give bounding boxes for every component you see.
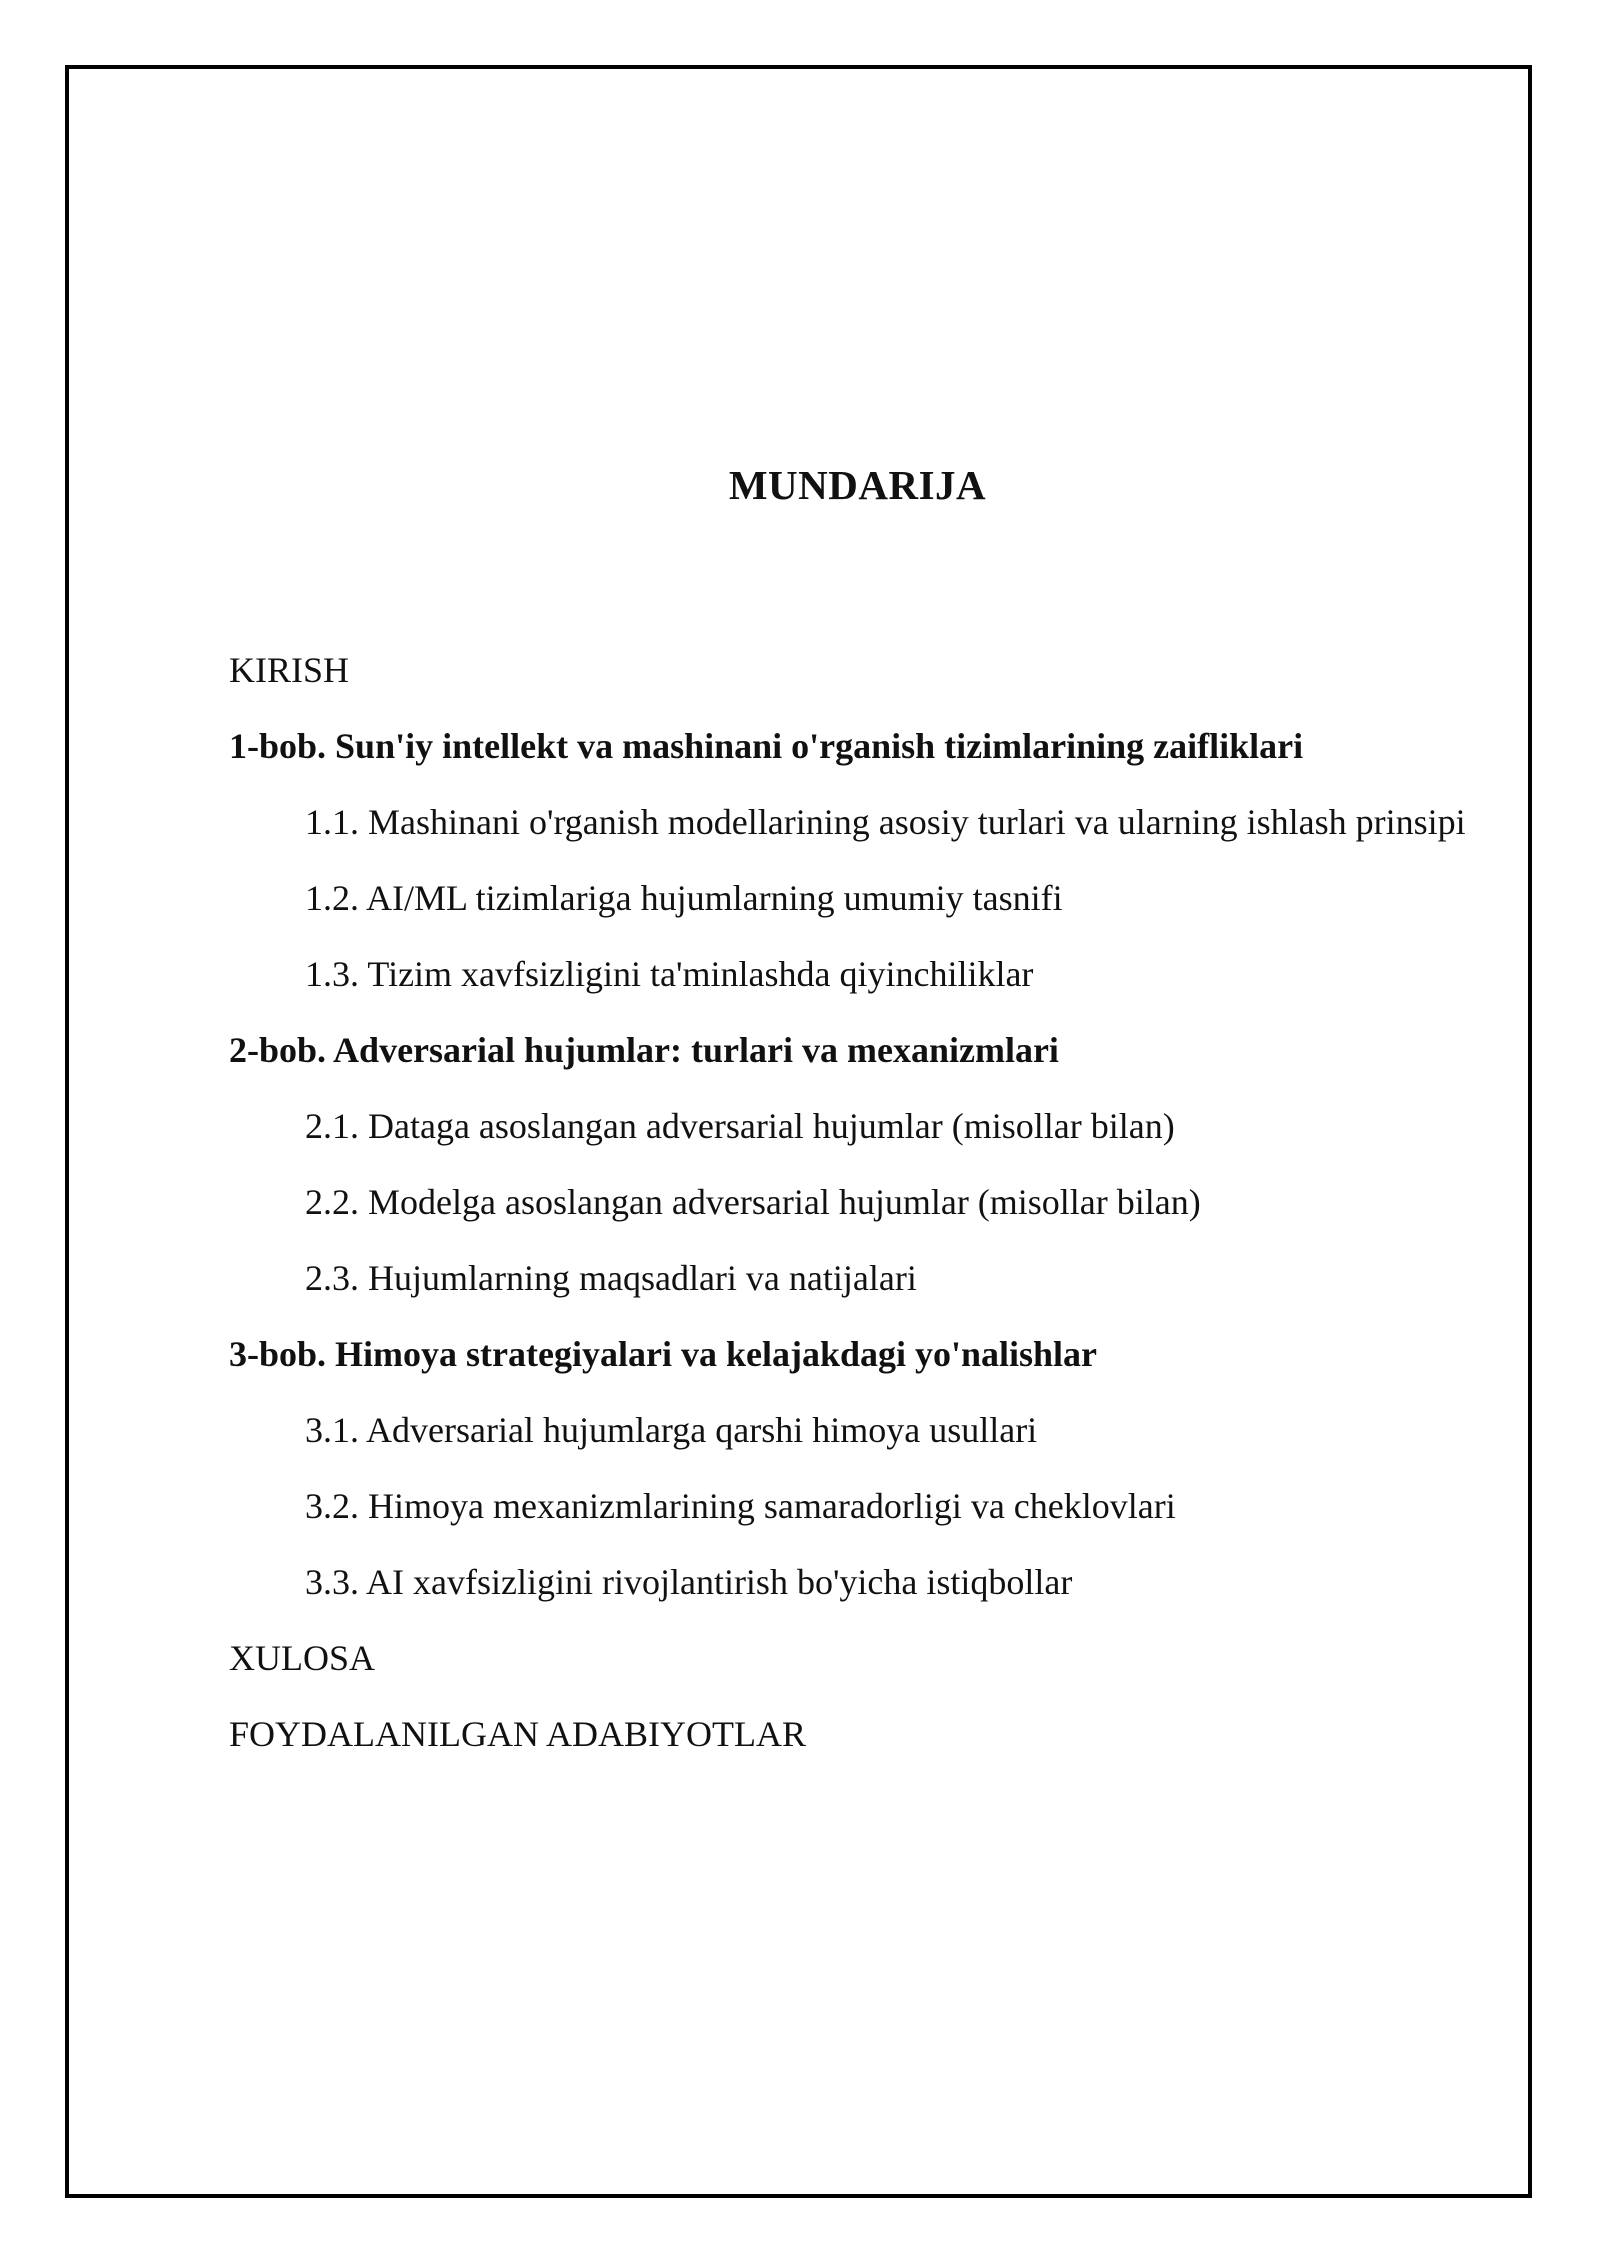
toc-section-3-3[interactable]: 3.3. AI xavfsizligini rivojlantirish bo'yicha istiqbollar bbox=[305, 1562, 1073, 1602]
toc-section-1-3[interactable]: 1.3. Tizim xavfsizligini ta'minlashda qiyinchiliklar bbox=[305, 954, 1034, 994]
toc-entry-conclusion[interactable]: XULOSA bbox=[229, 1638, 376, 1678]
page-title: MUNDARIJA bbox=[728, 462, 987, 508]
toc-section-2-3[interactable]: 2.3. Hujumlarning maqsadlari va natijalari bbox=[305, 1258, 917, 1298]
toc-section-2-2[interactable]: 2.2. Modelga asoslangan adversarial hujumlar (misollar bilan) bbox=[305, 1182, 1201, 1222]
toc-section-3-1[interactable]: 3.1. Adversarial hujumlarga qarshi himoya usullari bbox=[305, 1410, 1038, 1450]
toc-section-3-2[interactable]: 3.2. Himoya mexanizmlarining samaradorligi va cheklovlari bbox=[305, 1486, 1176, 1526]
toc-section-1-1[interactable]: 1.1. Mashinani o'rganish modellarining asosiy turlari va ularning ishlash prinsipi bbox=[305, 802, 1466, 842]
toc-entry-introduction[interactable]: KIRISH bbox=[229, 650, 350, 690]
toc-section-2-1[interactable]: 2.1. Dataga asoslangan adversarial hujumlar (misollar bilan) bbox=[305, 1106, 1175, 1146]
table-of-contents bbox=[229, 638, 1466, 1778]
toc-chapter-2[interactable]: 2-bob. Adversarial hujumlar: turlari va mexanizmlari bbox=[229, 1030, 1059, 1070]
toc-chapter-3[interactable]: 3-bob. Himoya strategiyalari va kelajakdagi yo'nalishlar bbox=[229, 1334, 1098, 1374]
toc-entry-references[interactable]: FOYDALANILGAN ADABIYOTLAR bbox=[229, 1714, 806, 1754]
toc-chapter-1[interactable]: 1-bob. Sun'iy intellekt va mashinani o'rganish tizimlarining zaifliklari bbox=[229, 726, 1304, 766]
toc-section-1-2[interactable]: 1.2. AI/ML tizimlariga hujumlarning umumiy tasnifi bbox=[305, 878, 1063, 918]
